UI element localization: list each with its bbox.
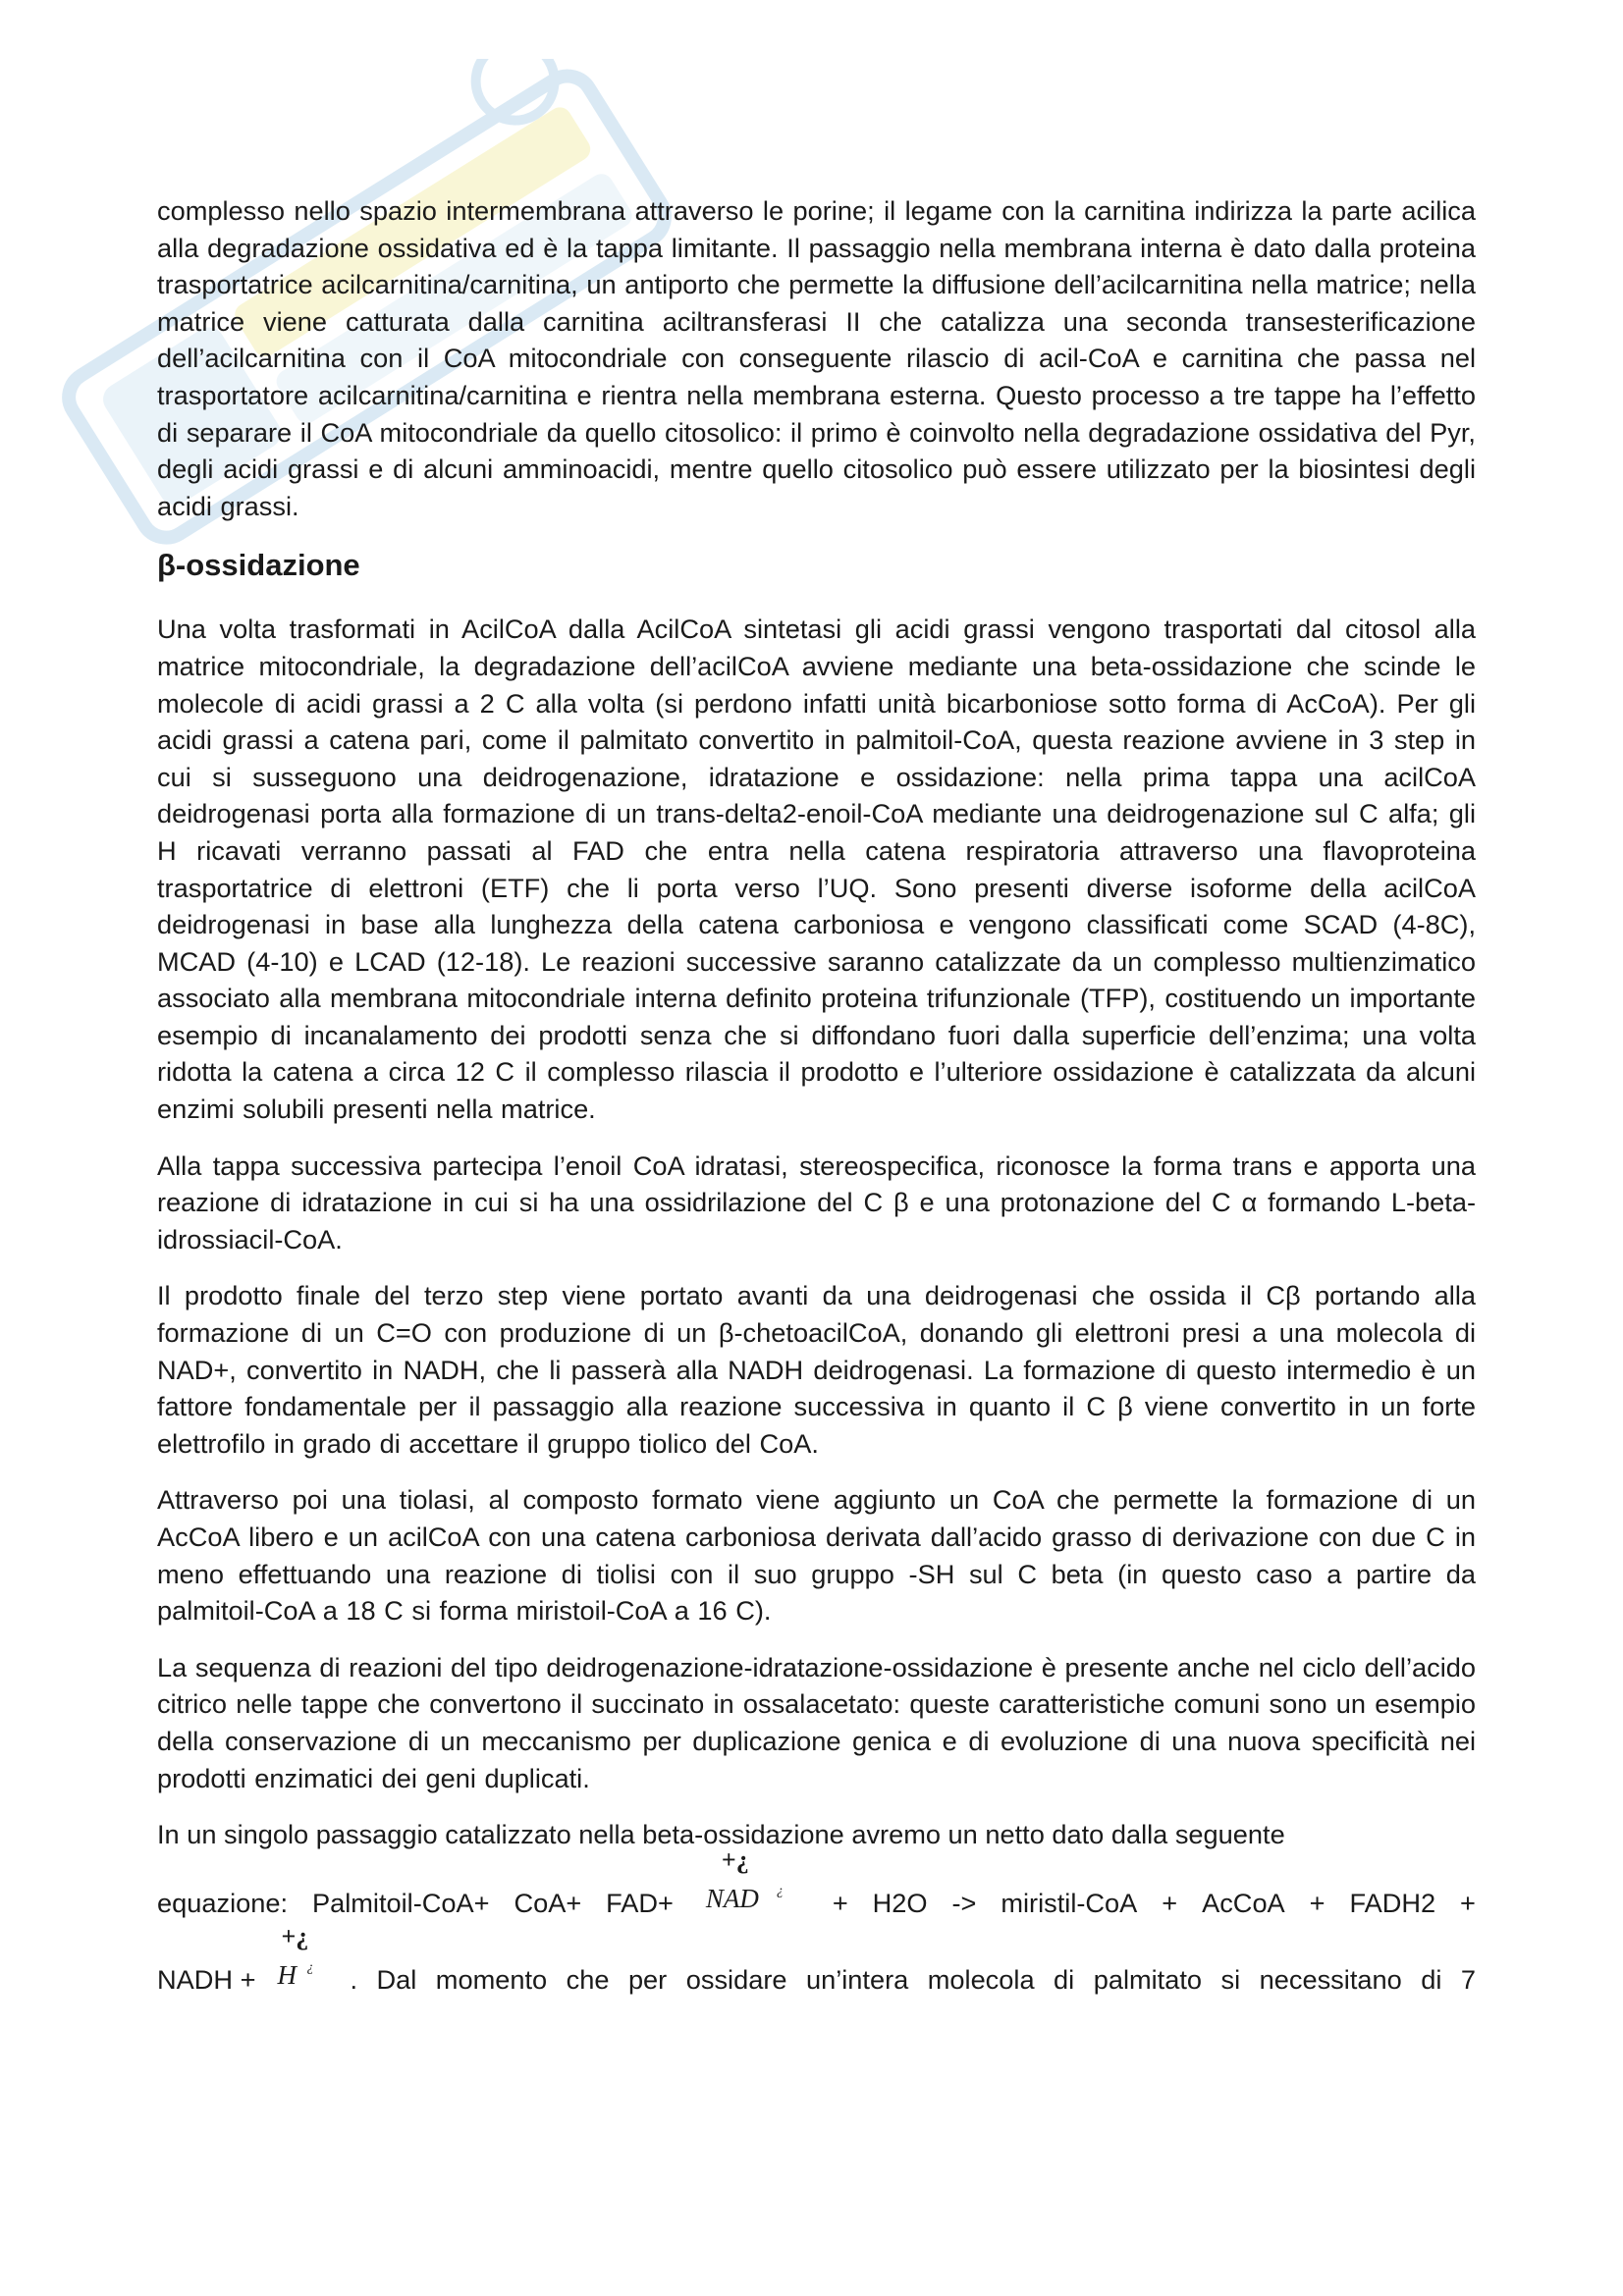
- paragraph-dehydrogenase: Il prodotto finale del terzo step viene portato avanti da una deidrogenasi che ossida il Cβ portando alla formazione di un C=O con produzione di un β-chetoacilCoA, donando gli elettroni presi a una molecola di NAD+, convertito in NADH, che li passerà alla NADH deidrogenasi. La formazione di questo intermedio è un fattore fondamentale per il passaggio alla reazione successiva in quanto il C β viene convertito in un forte elettrofilo in grado di accettare il gruppo tiolico del CoA.: [157, 1280, 1476, 1459]
- equation-line-2: [157, 1844, 1476, 1922]
- eq-word: +: [832, 1888, 848, 1919]
- equation-block: [157, 1816, 1476, 1999]
- eq-word: FAD+: [606, 1888, 674, 1919]
- h-formula: [269, 1921, 346, 1999]
- nad-symbol: NAD: [705, 1884, 759, 1914]
- section-heading: β-ossidazione: [157, 548, 360, 583]
- eq-continuation-text: . Dal momento che per ossidare un’intera molecola di palmitato si necessitano di 7: [350, 1964, 1476, 1996]
- equation-line-3: [157, 1921, 1476, 1999]
- paragraph-carnitine-transport: complesso nello spazio intermembrana attraverso le porine; il legame con la carnitina indirizza la parte acilica alla degradazione ossidativa ed è la tappa limitante. Il passaggio nella membrana interna è dato dalla proteina trasportatrice acilcarnitina/carnitina, un antiporto che permette la diffusione dell’acilcarnitina nella matrice; nella matrice viene catturata dalla carnitina aciltransferasi II che catalizza una seconda transesterificazione dell’acilcarnitina con il CoA mitocondriale con conseguente rilascio di acil-CoA e carnitina che passa nel trasportatore acilcarnitina/carnitina e rientra nella membrana esterna. Questo processo a tre tappe ha l’effetto di separare il CoA mitocondriale da quello citosolico: il primo è coinvolto nella degradazione ossidativa del Pyr, degli acidi grassi e di alcuni amminoacidi, mentre quello citosolico può essere utilizzato per la biosintesi degli acidi grassi.: [157, 195, 1476, 521]
- nad-superscript: +¿: [721, 1844, 749, 1874]
- equation-intro-text: In un singolo passaggio catalizzato nella beta-ossidazione avremo un netto dato dalla seguente: [157, 1819, 1285, 1850]
- paragraph-beta-oxidation-intro: Una volta trasformati in AcilCoA dalla AcilCoA sintetasi gli acidi grassi vengono trasportati dal citosol alla matrice mitocondriale, la degradazione dell’acilCoA avviene mediante una beta-ossidazione che scinde le molecole di acidi grassi a 2 C alla volta (si perdono infatti unità bicarboniose sotto forma di AcCoA). Per gli acidi grassi a catena pari, come il palmitato convertito in palmitoil-CoA, questa reazione avviene in 3 step in cui si susseguono una deidrogenazione, idratazione e ossidazione: nella prima tappa una acilCoA deidrogenasi porta alla formazione di un trans-delta2-enoil-CoA mediante una deidrogenazione sul C alfa; gli H ricavati verranno passati al FAD che entra nella catena respiratoria attraverso una flavoproteina trasportatrice di elettroni (ETF) che li porta verso l’UQ. Sono presenti diverse isoforme della acilCoA deidrogenasi in base alla lunghezza della catena carboniosa e vengono classificati come SCAD (4-8C), MCAD (4-10) e LCAD (12-18). Le reazioni successive saranno catalizzate da un complesso multienzimatico associato alla membrana mitocondriale interna definito proteina trifunzionale (TFP), costituendo un importante esempio di incanalamento dei prodotti senza che si diffondano fuori dalla superficie dell’enzima; una volta ridotta la catena a circa 12 C il complesso rilascia il prodotto e l’ulteriore ossidazione è catalizzata da alcuni enzimi solubili presenti nella matrice.: [157, 614, 1476, 1125]
- eq-word: equazione:: [157, 1888, 289, 1919]
- eq-word: H2O: [872, 1888, 928, 1919]
- eq-word: Palmitoil-CoA+: [311, 1888, 490, 1919]
- h-symbol: H: [277, 1960, 297, 1991]
- paragraph-hydratase: Alla tappa successiva partecipa l’enoil CoA idratasi, stereospecifica, riconosce la forma trans e apporta una reazione di idratazione in cui si ha una ossidrilazione del C β e una protonazione del C α formando L-beta-idrossiacil-CoA.: [157, 1149, 1476, 1255]
- nad-formula: [698, 1844, 808, 1922]
- eq-word: miristil-CoA: [1001, 1888, 1138, 1919]
- nad-tiny-mark: ¿: [776, 1883, 784, 1898]
- eq-word: AcCoA: [1202, 1888, 1285, 1919]
- eq-word: +: [1460, 1888, 1476, 1919]
- eq-nadh-text: NADH +: [157, 1964, 256, 1996]
- h-tiny-mark: ¿: [306, 1959, 314, 1975]
- eq-word: CoA+: [514, 1888, 582, 1919]
- eq-word: +: [1309, 1888, 1325, 1919]
- eq-word: FADH2: [1349, 1888, 1436, 1919]
- document-page: [157, 192, 1476, 1999]
- eq-word: ->: [951, 1888, 977, 1919]
- equation-line-1: [157, 1816, 1476, 1853]
- eq-word: +: [1162, 1888, 1178, 1919]
- paragraph-citric-cycle: La sequenza di reazioni del tipo deidrogenazione-idratazione-ossidazione è presente anche nel ciclo dell’acido citrico nelle tappe che convertono il succinato in ossalacetato: queste caratteristiche comuni sono un esempio della conservazione di un meccanismo per duplicazione genica e di evoluzione di una nuova specificità nei prodotti enzimatici dei geni duplicati.: [157, 1651, 1476, 1793]
- paragraph-thiolase: Attraverso poi una tiolasi, al composto formato viene aggiunto un CoA che permette la formazione di un AcCoA libero e un acilCoA con una catena carboniosa derivata dall’acido grasso di derivazione con due C in meno effettuando una reazione di tiolisi con il suo gruppo -SH sul C beta (in questo caso a partire da palmitoil-CoA a 18 C si forma miristoil-CoA a 16 C).: [157, 1484, 1476, 1627]
- h-superscript: +¿: [281, 1921, 309, 1950]
